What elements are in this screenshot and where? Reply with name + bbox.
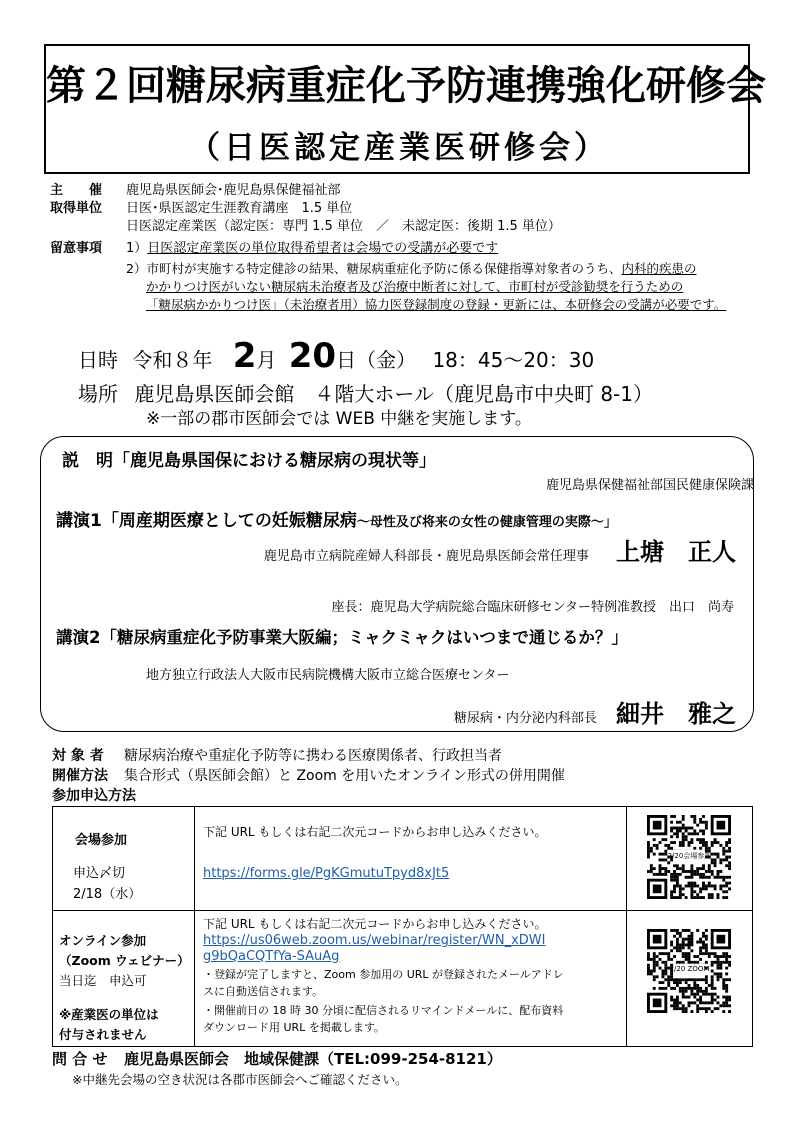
date-day-unit: 日 [336, 348, 357, 372]
credit-line2: 日医認定産業医（認定医：専門 1.5 単位 ／ 未認定医：後期 1.5 単位） [126, 219, 561, 234]
venue-qr-cell [627, 807, 753, 911]
date-month: 2 [232, 336, 257, 376]
note1-text: 日医認定産業医の単位取得希望者は会場での受講が必要です [147, 241, 499, 256]
online-subtitle: （Zoom ウェビナー） [59, 953, 190, 968]
organizer-label: 主 催 [50, 183, 103, 198]
target-text: 糖尿病治療や重症化予防等に携わる医療関係者、行政担当者 [124, 748, 502, 764]
online-info-cell [195, 911, 627, 1047]
page-subtitle: （日医認定産業医研修会） [189, 130, 609, 166]
venue-deadline-date: 2/18（水） [73, 887, 142, 902]
place-row [78, 378, 653, 407]
title-box [44, 44, 766, 174]
explanation-title: 説 明「鹿児島県国保における糖尿病の現状等」 [62, 451, 436, 471]
apply-label-text: 参加申込方法 [52, 788, 136, 804]
credit-label: 取得単位 [50, 201, 103, 216]
note2-line1 [126, 260, 696, 277]
online-note-2: 付与されません [59, 1027, 147, 1042]
venue-row [53, 807, 753, 911]
notes-row [50, 240, 498, 257]
contact-text: 鹿児島県医師会 地域保健課（TEL:099-254-8121） [124, 1050, 502, 1068]
lecture2-title: 講演2「糖尿病重症化予防事業大阪編；ミャクミャクはいつまで通じるか？」 [56, 628, 628, 647]
online-info-1a: ・登録が完了しますと、Zoom 参加用の URL が登録されたメールアドレ [203, 968, 564, 981]
contact-label: 問 合 せ [52, 1050, 108, 1068]
lecture1-speaker: 上塘 正人 [616, 538, 736, 566]
online-deadline: 当日迄 申込可 [59, 973, 147, 988]
note2-prefix: 2）市町村が実施する特定健診の結果、糖尿病重症化予防に係る保健指導対象者のうち、 [126, 261, 622, 276]
note2-line3: 「糖尿病かかりつけ医」（未治療者用）協力医登録制度の登録・更新には、本研修会の受講が必要です。 [146, 297, 727, 312]
venue-instruction: 下記 URL もしくは右記二次元コードからお申し込みください。 [203, 825, 547, 839]
note2-underlined: 内科的疾患の [621, 261, 697, 276]
online-qr-cell [627, 911, 753, 1047]
method-label: 開催方法 [52, 768, 108, 784]
chair-text: 座長：鹿児島大学病院総合臨床研修センター特例准教授 出口 尚寿 [331, 600, 734, 615]
credit-row [50, 200, 352, 217]
lecture2-speaker-row [454, 694, 736, 729]
venue-url-link[interactable]: https://forms.gle/PgKGmutuTpyd8xJt5 [203, 866, 450, 881]
organizer-text: 鹿児島県医師会･鹿児島県保健福祉部 [126, 183, 341, 198]
date-month-unit: 月 [256, 348, 277, 372]
apply-label [52, 788, 136, 805]
online-info-2b: ダウンロード用 URL を掲載します。 [203, 1021, 385, 1034]
online-row [53, 911, 753, 1047]
date-day: 20 [288, 336, 337, 376]
online-cell [53, 911, 195, 1047]
contact-row [52, 1048, 502, 1069]
lecture1-affil: 鹿児島市立病院産婦人科部長・鹿児島県医師会常任理事 [263, 549, 589, 564]
explanation-org: 鹿児島県保健福祉部国民健康保険課 [545, 478, 754, 493]
venue-info-cell [195, 807, 627, 911]
online-info-2a: ・開催前日の 18 時 30 分頃に配信されるリマインドメールに、配布資料 [203, 1004, 564, 1017]
date-time: 18：45～20：30 [432, 348, 595, 372]
web-note: ※一部の郡市医師会では WEB 中継を実施します。 [146, 409, 532, 429]
place-text: 鹿児島県医師会館 ４階大ホール（鹿児島市中央町 8-1） [134, 382, 653, 406]
credit-line1: 日医･県医認定生涯教育講座 1.5 単位 [126, 201, 353, 216]
lecture1-title: 講演1「周産期医療としての妊娠糖尿病 [56, 511, 357, 531]
date-label: 日時 [78, 348, 118, 372]
method-row [52, 768, 565, 785]
online-url-link-2[interactable]: g9bQaCQTfYa-SAuAg [203, 949, 340, 964]
online-info-1b: スに自動送信されます。 [203, 985, 324, 998]
venue-title: 会場参加 [75, 833, 128, 848]
venue-deadline-label: 申込〆切 [73, 866, 126, 881]
organizer-row [50, 182, 341, 199]
online-url-link-1[interactable]: https://us06web.zoom.us/webinar/register/WN_xDWI [203, 933, 546, 948]
lecture2-affil: 糖尿病・内分泌内科部長 [453, 711, 597, 726]
online-title: オンライン参加 [59, 933, 147, 948]
lecture2-speaker: 細井 雅之 [616, 700, 736, 728]
online-instruction: 下記 URL もしくは右記二次元コードからお申し込みください。 [203, 917, 547, 931]
lecture1-title-row [56, 506, 617, 531]
note2-line2: かかりつけ医がいない糖尿病未治療者及び治療中断者に対して、市町村が受診勧奨を行うための [146, 279, 684, 294]
venue-qr-label: 2/20会場参加 [667, 852, 712, 860]
target-label: 対 象 者 [52, 748, 104, 764]
page-title: 第２回糖尿病重症化予防連携強化研修会 [46, 63, 766, 109]
lecture2-org: 地方独立行政法人大阪市民病院機構大阪市立総合医療センター [146, 668, 510, 683]
note1-prefix: 1） [126, 241, 148, 256]
notes-label: 留意事項 [50, 241, 103, 256]
date-era: 令和８年 [132, 348, 213, 372]
contact-note: ※中継先会場の空き状況は各郡市医師会へご確認ください。 [72, 1072, 408, 1087]
target-row [52, 748, 502, 765]
place-label: 場所 [78, 382, 118, 406]
lecture1-speaker-row [264, 532, 736, 567]
online-note-1: ※産業医の単位は [59, 1007, 159, 1022]
date-weekday: （金） [356, 348, 417, 372]
lecture1-subtitle: ～母性及び将来の女性の健康管理の実際～」 [356, 515, 617, 530]
apply-table [52, 806, 753, 1047]
venue-cell [53, 807, 195, 911]
method-text: 集合形式（県医師会館）と Zoom を用いたオンライン形式の併用開催 [124, 768, 565, 784]
online-qr-label: 2/20 ZOOM [669, 965, 710, 973]
date-row [78, 336, 594, 380]
